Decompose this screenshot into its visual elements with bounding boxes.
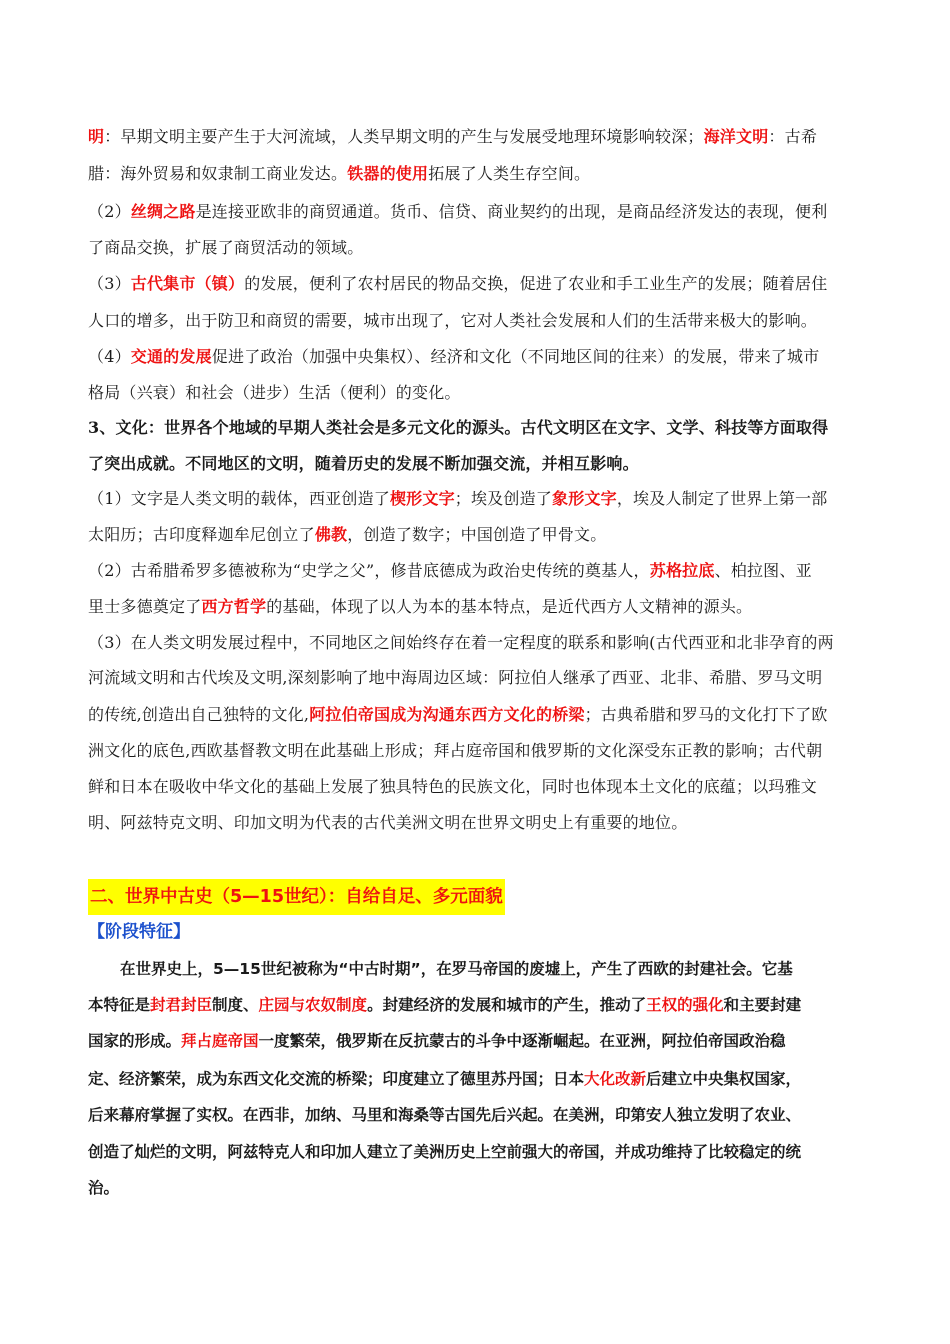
text-run: ，埃及人制定了世界上第一部 <box>616 489 828 508</box>
highlight-term: 铁器的使用 <box>347 164 429 183</box>
highlight-term: 庄园与农奴制度 <box>258 996 368 1014</box>
text-line: 鲜和日本在吸收中华文化的基础上发展了独具特色的民族文化，同时也体现本土文化的底蕴；以玛雅文 <box>88 777 818 796</box>
text-run: ：古希 <box>768 127 818 146</box>
text-run: （1）文字是人类文明的载体，西亚创造了 <box>88 489 390 508</box>
stage-label: 【阶段特征】 <box>88 922 190 942</box>
highlight-term: 明 <box>88 127 105 146</box>
text-run: （2） <box>88 202 131 221</box>
text-run: 定、经济繁荣，成为东西文化交流的桥梁；印度建立了德里苏丹国；日本 <box>88 1070 585 1088</box>
text-line <box>88 267 868 301</box>
text-run: 、柏拉图、亚 <box>714 561 812 580</box>
text-line <box>88 120 868 154</box>
text-line <box>88 590 868 624</box>
text-run: （3） <box>88 274 131 293</box>
text-line <box>88 698 868 732</box>
text-run: ；古典希腊和罗马的文化打下了欧 <box>584 705 828 724</box>
highlight-term: 西方哲学 <box>201 597 267 616</box>
text-line <box>88 157 868 191</box>
text-line: 格局（兴衰）和社会（进步）生活（便利）的变化。 <box>88 383 461 402</box>
highlight-term: 苏格拉底 <box>649 561 715 580</box>
text-run: ，创造了数字；中国创造了甲骨文。 <box>347 525 607 544</box>
section-heading: 二、世界中古史（5—15世纪）：自给自足、多元面貌 <box>88 879 505 915</box>
text-run: （4） <box>88 347 131 366</box>
text-run: 一度繁荣，俄罗斯在反抗蒙古的斗争中逐渐崛起。在亚洲，阿拉伯帝国政治稳 <box>258 1032 786 1050</box>
text-line <box>88 554 868 588</box>
text-run: 的基础，体现了以人为本的基本特点，是近代西方人文精神的源头。 <box>266 597 753 616</box>
text-run: 国家的形成。 <box>88 1032 182 1050</box>
highlight-term: 象形文字 <box>552 489 617 508</box>
text-run: 里士多德奠定了 <box>88 597 202 616</box>
body-line: 在世界史上，5—15世纪被称为“中古时期”，在罗马帝国的废墟上，产生了西欧的封建社会。它基 <box>120 960 793 978</box>
highlight-term: 丝绸之路 <box>130 202 196 221</box>
text-line <box>88 195 868 229</box>
text-line: 人口的增多，出于防卫和商贸的需要，城市出现了，它对人类社会发展和人们的生活带来极大的影响。 <box>88 311 818 330</box>
text-run: 。封建经济的发展和城市的产生，推动了 <box>367 996 647 1014</box>
text-line <box>88 518 868 552</box>
text-line: （3）在人类文明发展过程中，不同地区之间始终存在着一定程度的联系和影响(古代西亚和北非孕育的两 <box>88 633 834 652</box>
text-run: 腊：海外贸易和奴隶制工商业发达。 <box>88 164 348 183</box>
body-line: 后来幕府掌握了实权。在西非，加纳、马里和海桑等古国先后兴起。在美洲，印第安人独立发明了农业、 <box>88 1106 802 1124</box>
text-run: 制度、 <box>212 996 259 1014</box>
text-line: 了商品交换，扩展了商贸活动的领域。 <box>88 238 364 257</box>
text-run: （2）古希腊希罗多德被称为“史学之父”，修昔底德成为政治史传统的奠基人， <box>88 561 650 580</box>
text-run: 拓展了人类生存空间。 <box>428 164 591 183</box>
highlight-term: 阿拉伯帝国成为沟通东西方文化的桥梁 <box>309 705 585 724</box>
text-run: ；埃及创造了 <box>454 489 552 508</box>
text-line <box>88 340 868 374</box>
highlight-term: 海洋文明 <box>703 127 769 146</box>
highlight-term: 楔形文字 <box>389 489 455 508</box>
text-run: 是连接亚欧非的商贸通道。货币、信贷、商业契约的出现，是商品经济发达的表现，便利 <box>195 202 828 221</box>
subheading-line: 了突出成就。不同地区的文明，随着历史的发展不断加强交流，并相互影响。 <box>88 454 639 473</box>
body-line <box>88 1023 868 1059</box>
text-run: 本特征是 <box>88 996 151 1014</box>
highlight-term: 大化改新 <box>584 1070 647 1088</box>
highlight-term: 王权的强化 <box>646 996 724 1014</box>
body-line <box>88 987 868 1023</box>
body-line <box>88 1061 868 1097</box>
body-line: 创造了灿烂的文明，阿兹特克人和印加人建立了美洲历史上空前强大的帝国，并成功维持了比较稳定的统 <box>88 1143 802 1161</box>
highlight-term: 拜占庭帝国 <box>181 1032 259 1050</box>
body-line: 治。 <box>88 1179 120 1197</box>
subheading-line: 3、文化：世界各个地域的早期人类社会是多元文化的源头。古代文明区在文字、文学、科技等方面取得 <box>88 418 829 437</box>
text-run: ：早期文明主要产生于大河流域，人类早期文明的产生与发展受地理环境影响较深； <box>104 127 704 146</box>
highlight-term: 古代集市（镇） <box>130 274 245 293</box>
highlight-term: 交通的发展 <box>130 347 212 366</box>
highlight-term: 封君封臣 <box>150 996 213 1014</box>
text-run: 太阳历；古印度释迦牟尼创立了 <box>88 525 315 544</box>
text-run: 的传统,创造出自己独特的文化, <box>88 705 310 724</box>
text-run: 和主要封建 <box>723 996 802 1014</box>
text-run: 促进了政治（加强中央集权）、经济和文化（不同地区间的往来）的发展，带来了城市 <box>211 347 820 366</box>
text-line: 明、阿兹特克文明、印加文明为代表的古代美洲文明在世界文明史上有重要的地位。 <box>88 813 688 832</box>
text-line: 洲文化的底色,西欧基督教文明在此基础上形成；拜占庭帝国和俄罗斯的文化深受东正教的影响；古代朝 <box>88 741 823 760</box>
text-run: 的发展，便利了农村居民的物品交换，促进了农业和手工业生产的发展；随着居住 <box>244 274 828 293</box>
text-line <box>88 482 868 516</box>
text-line: 河流域文明和古代埃及文明,深刻影响了地中海周边区域：阿拉伯人继承了西亚、北非、希腊、罗马文明 <box>88 668 823 687</box>
text-run: 后建立中央集权国家， <box>646 1070 802 1088</box>
highlight-term: 佛教 <box>314 525 348 544</box>
